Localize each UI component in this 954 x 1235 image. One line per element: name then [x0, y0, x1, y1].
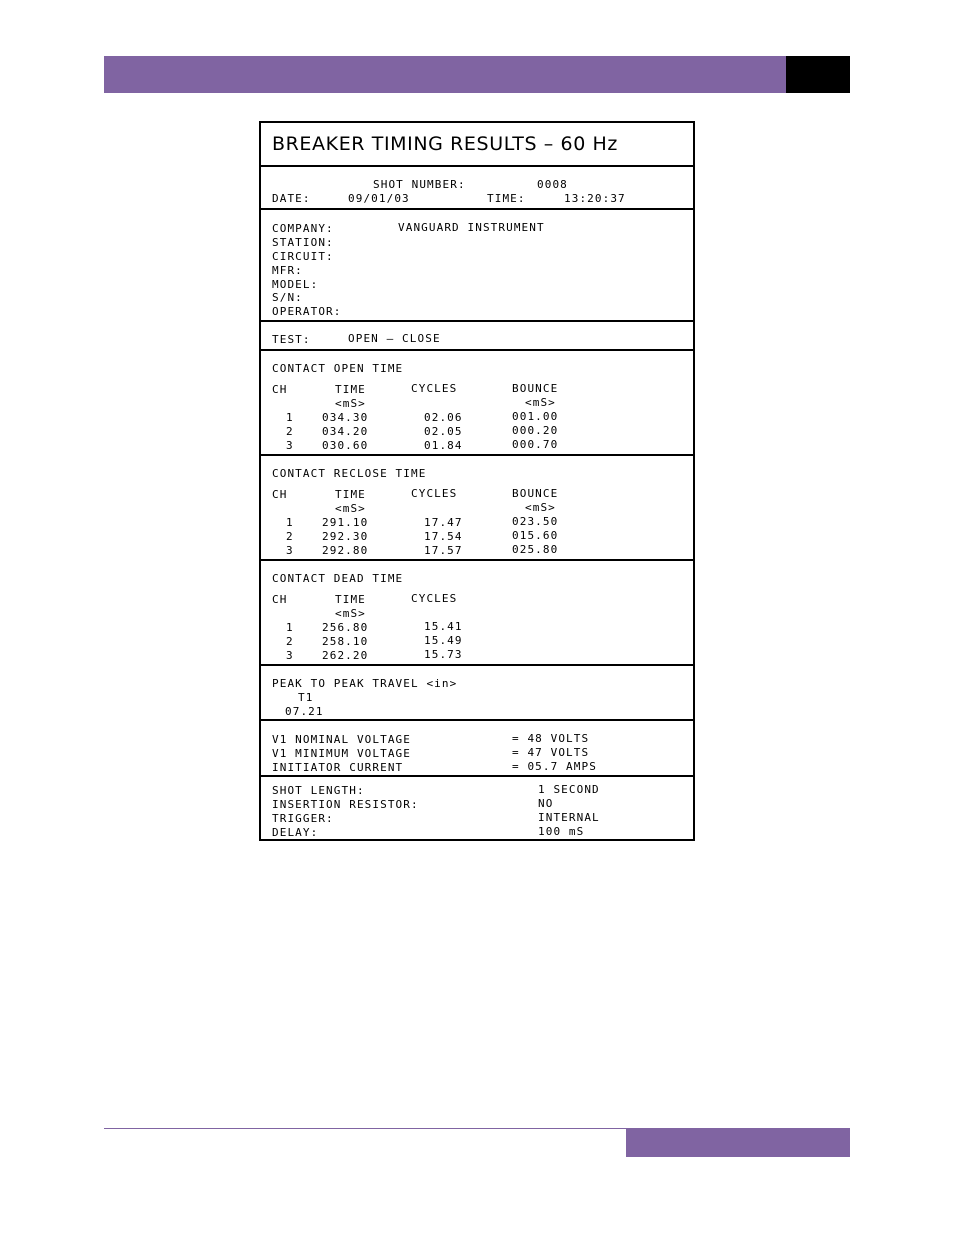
shot-number-value: 0008 [537, 178, 568, 191]
section-heading: CONTACT DEAD TIME [272, 572, 404, 585]
company-info-section [261, 210, 693, 322]
row-time: 262.20 [322, 649, 369, 662]
row-bounce: 015.60 [512, 529, 559, 542]
minimum-voltage-label: V1 MINIMUM VOLTAGE [272, 747, 412, 760]
column-header-time: TIME [335, 593, 366, 606]
row-time: 292.80 [322, 544, 369, 557]
row-cycles: 15.41 [424, 620, 463, 633]
row-time: 030.60 [322, 439, 369, 452]
column-header-ch: CH [272, 593, 288, 606]
footer-bar [626, 1128, 850, 1157]
column-header-ch: CH [272, 383, 288, 396]
report-title-section [261, 123, 693, 167]
time-value: 13:20:37 [564, 192, 626, 205]
settings-section [261, 777, 693, 839]
unit-bounce: <mS> [525, 501, 556, 514]
row-ch: 1 [286, 516, 294, 529]
initiator-current-value: = 05.7 AMPS [512, 760, 597, 773]
delay-label: DELAY: [272, 826, 319, 839]
section-heading: CONTACT OPEN TIME [272, 362, 404, 375]
section-heading: CONTACT RECLOSE TIME [272, 467, 427, 480]
contact-dead-time-section [261, 561, 693, 666]
column-header-time: TIME [335, 488, 366, 501]
row-time: 291.10 [322, 516, 369, 529]
test-label: TEST: [272, 333, 311, 346]
column-header-time: TIME [335, 383, 366, 396]
contact-open-time-section [261, 351, 693, 456]
company-label: COMPANY: [272, 222, 334, 235]
shot-length-value: 1 SECOND [538, 783, 600, 796]
model-label: MODEL: [272, 278, 319, 291]
row-ch: 1 [286, 621, 294, 634]
row-time: 292.30 [322, 530, 369, 543]
row-cycles: 15.73 [424, 648, 463, 661]
time-label: TIME: [487, 192, 526, 205]
travel-channel-label: T1 [298, 691, 314, 704]
row-time: 256.80 [322, 621, 369, 634]
operator-label: OPERATOR: [272, 305, 342, 318]
row-ch: 2 [286, 635, 294, 648]
trigger-value: INTERNAL [538, 811, 600, 824]
row-cycles: 17.47 [424, 516, 463, 529]
header-bar [104, 56, 786, 93]
column-header-cycles: CYCLES [411, 592, 458, 605]
shot-section [261, 167, 693, 210]
column-header-cycles: CYCLES [411, 487, 458, 500]
unit-time: <mS> [335, 397, 366, 410]
mfr-label: MFR: [272, 264, 303, 277]
travel-section [261, 666, 693, 721]
delay-value: 100 mS [538, 825, 585, 838]
row-ch: 1 [286, 411, 294, 424]
breaker-timing-report [259, 121, 695, 841]
voltage-section [261, 721, 693, 777]
row-cycles: 02.06 [424, 411, 463, 424]
row-ch: 3 [286, 544, 294, 557]
minimum-voltage-value: = 47 VOLTS [512, 746, 590, 759]
insertion-resistor-label: INSERTION RESISTOR: [272, 798, 419, 811]
shot-number-label: SHOT NUMBER: [373, 178, 466, 191]
test-value: OPEN – CLOSE [348, 332, 441, 345]
insertion-resistor-value: NO [538, 797, 554, 810]
company-value: VANGUARD INSTRUMENT [398, 221, 545, 234]
row-ch: 2 [286, 530, 294, 543]
row-bounce: 000.20 [512, 424, 559, 437]
row-ch: 2 [286, 425, 294, 438]
row-ch: 3 [286, 439, 294, 452]
row-cycles: 01.84 [424, 439, 463, 452]
header-page-block [786, 56, 850, 93]
column-header-bounce: BOUNCE [512, 487, 559, 500]
column-header-bounce: BOUNCE [512, 382, 559, 395]
contact-reclose-time-section [261, 456, 693, 561]
unit-time: <mS> [335, 502, 366, 515]
row-time: 034.20 [322, 425, 369, 438]
row-bounce: 000.70 [512, 438, 559, 451]
column-header-ch: CH [272, 488, 288, 501]
row-bounce: 023.50 [512, 515, 559, 528]
trigger-label: TRIGGER: [272, 812, 334, 825]
row-cycles: 17.57 [424, 544, 463, 557]
row-time: 034.30 [322, 411, 369, 424]
test-type-section [261, 322, 693, 351]
report-title: BREAKER TIMING RESULTS – 60 Hz [272, 133, 618, 155]
row-bounce: 025.80 [512, 543, 559, 556]
date-label: DATE: [272, 192, 311, 205]
initiator-current-label: INITIATOR CURRENT [272, 761, 404, 774]
column-header-cycles: CYCLES [411, 382, 458, 395]
row-cycles: 02.05 [424, 425, 463, 438]
travel-value: 07.21 [285, 705, 324, 718]
row-cycles: 15.49 [424, 634, 463, 647]
circuit-label: CIRCUIT: [272, 250, 334, 263]
row-ch: 3 [286, 649, 294, 662]
row-time: 258.10 [322, 635, 369, 648]
row-bounce: 001.00 [512, 410, 559, 423]
row-cycles: 17.54 [424, 530, 463, 543]
nominal-voltage-value: = 48 VOLTS [512, 732, 590, 745]
nominal-voltage-label: V1 NOMINAL VOLTAGE [272, 733, 412, 746]
travel-heading: PEAK TO PEAK TRAVEL <in> [272, 677, 458, 690]
date-value: 09/01/03 [348, 192, 410, 205]
shot-length-label: SHOT LENGTH: [272, 784, 365, 797]
serial-number-label: S/N: [272, 291, 303, 304]
station-label: STATION: [272, 236, 334, 249]
unit-bounce: <mS> [525, 396, 556, 409]
unit-time: <mS> [335, 607, 366, 620]
footer-rule [104, 1128, 626, 1129]
